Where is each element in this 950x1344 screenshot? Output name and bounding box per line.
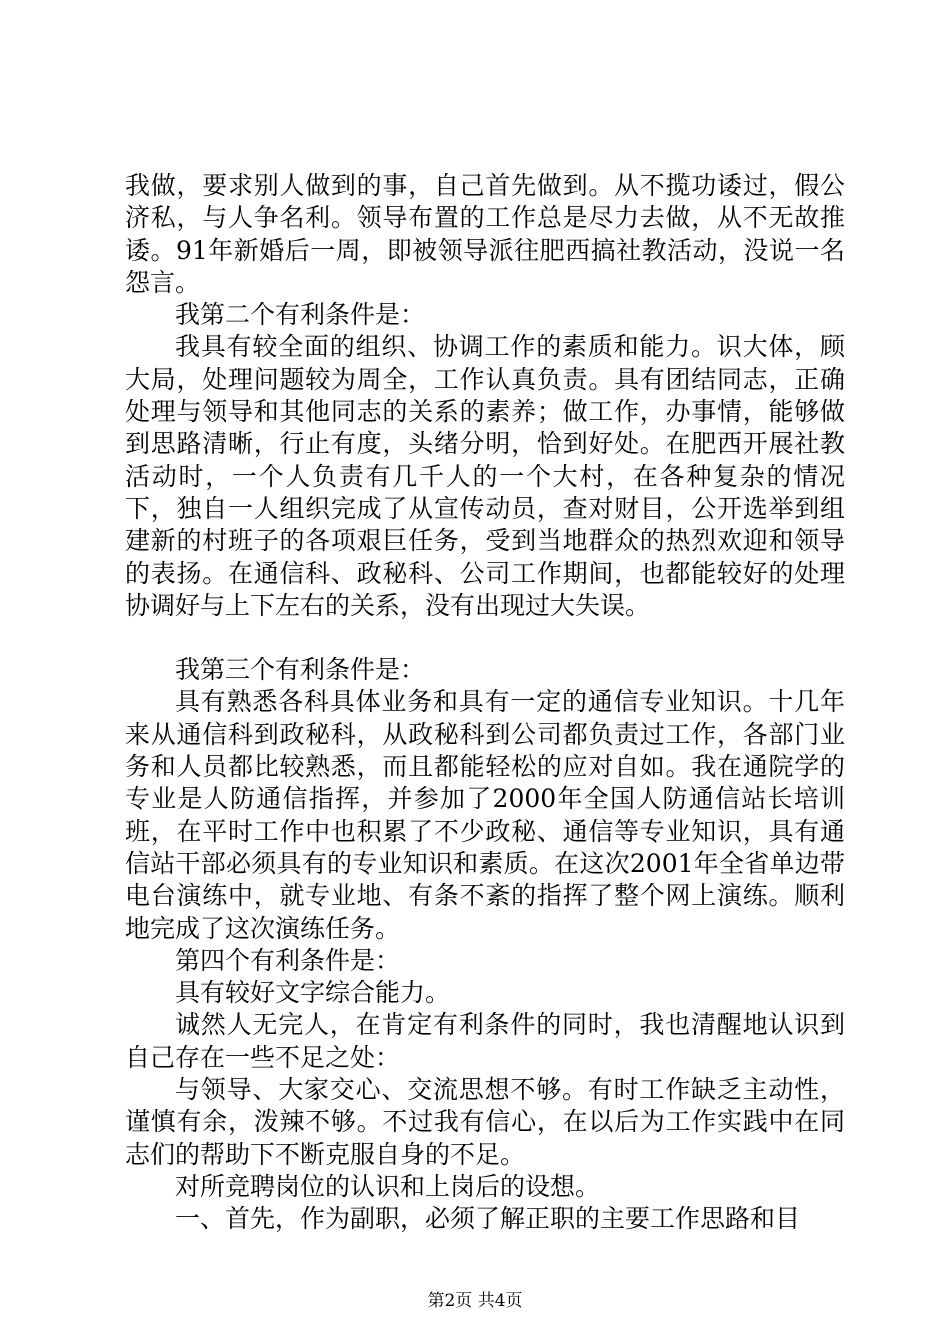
page-footer: 第2页 共4页 — [427, 1291, 523, 1311]
paragraph-6: 第四个有利条件是： — [175, 945, 401, 975]
paragraph-5: 具有熟悉各科具体业务和具有一定的通信专业知识。十几年来从通信科到政秘科，从政秘科到公司都负责过工作，各部门业务和人员都比较熟悉，而且都能轻松的应对自如。我在通院学的专业是人防通信指挥，并参加了2000年全国人防通信站长培训班，在平时工作中也积累了不少政秘、通信等专业知识，具有通信站干部必须具有的专业知识和素质。在这次2001年全省单边带电台演练中，就专业地、有条不紊的指挥了整个网上演练。顺利地完成了这次演练任务。 — [125, 687, 845, 943]
paragraph-11: 一、首先，作为副职，必须了解正职的主要工作思路和目 — [175, 1204, 801, 1234]
paragraph-1: 我做，要求别人做到的事，自己首先做到。从不揽功诿过，假公济私，与人争名利。领导布置的工作总是尽力去做，从不无故推诿。91年新婚后一周，即被领导派往肥西搞社教活动，没说一名怨言。 — [125, 171, 845, 297]
paragraph-8: 诚然人无完人，在肯定有利条件的同时，我也清醒地认识到自己存在一些不足之处： — [125, 1010, 845, 1072]
paragraph-9: 与领导、大家交心、交流思想不够。有时工作缺乏主动性，谨慎有余，泼辣不够。不过我有信心，在以后为工作实践中在同志们的帮助下不断克服自身的不足。 — [125, 1075, 845, 1169]
paragraph-10: 对所竞聘岗位的认识和上岗后的设想。 — [175, 1171, 601, 1201]
paragraph-7: 具有较好文字综合能力。 — [175, 978, 451, 1008]
paragraph-3: 我具有较全面的组织、协调工作的素质和能力。识大体，顾大局，处理问题较为周全，工作认真负责。具有团结同志，正确处理与领导和其他同志的关系的素养；做工作，办事情，能够做到思路清晰，行止有度，头绪分明，恰到好处。在肥西开展社教活动时，一个人负责有几千人的一个大村，在各种复杂的情况下，独自一人组织完成了从宣传动员，查对财目，公开选举到组建新的村班子的各项艰巨任务，受到当地群众的热烈欢迎和领导的表扬。在通信科、政秘科、公司工作期间，也都能较好的处理协调好与上下左右的关系，没有出现过大失误。 — [125, 332, 845, 620]
document-body — [125, 170, 845, 1236]
paragraph-2: 我第二个有利条件是： — [175, 300, 426, 330]
paragraph-4: 我第三个有利条件是： — [175, 655, 426, 685]
